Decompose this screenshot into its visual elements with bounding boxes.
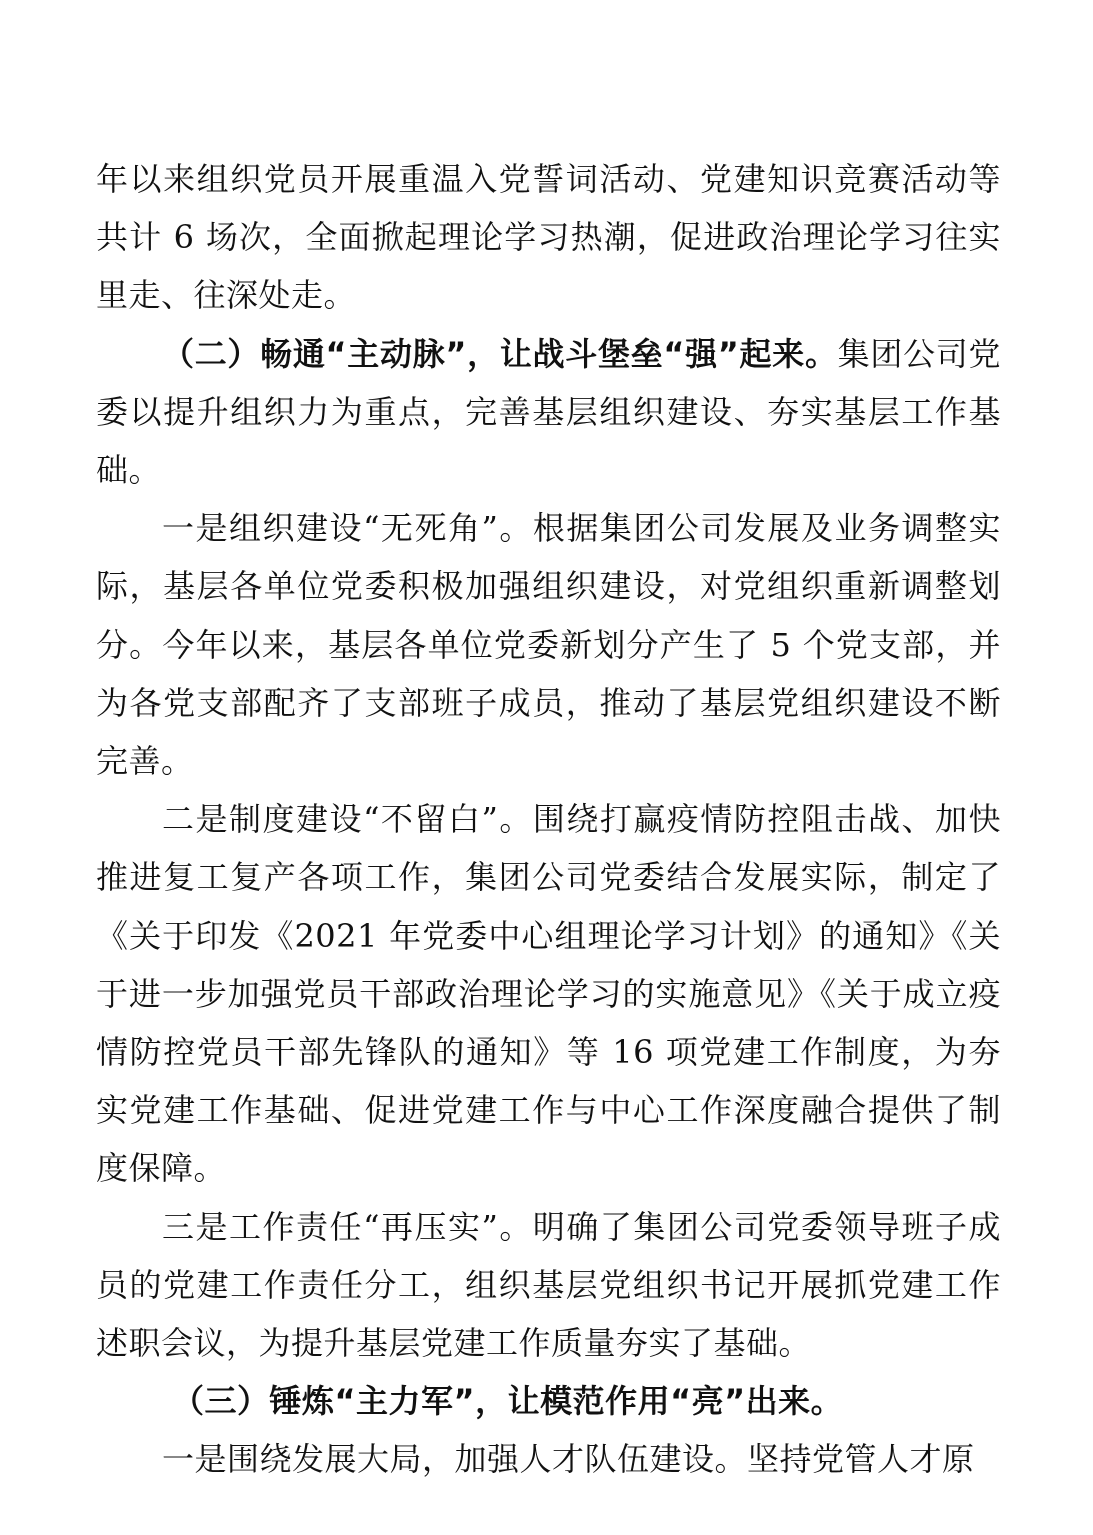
paragraph-work-responsibility [96, 1198, 1001, 1373]
paragraph-talent-building [96, 1430, 1001, 1488]
document-body [96, 150, 1001, 1489]
section-two-body: 集团公司党委以提升组织力为重点，完善基层组织建设、夯实基层工作基础。 [96, 334, 1001, 490]
paragraph-text: 一是组织建设“无死角”。根据集团公司发展及业务调整实际，基层各单位党委积极加强组织建设，对党组织重新调整划分。今年以来，基层各单位党委新划分产生了 5 个党支部，并为各党支部配齐了支部班子成员，推动了基层党组织建设不断完善。 [96, 509, 1001, 781]
paragraph-text: 三是工作责任“再压实”。明确了集团公司党委领导班子成员的党建工作责任分工，组织基层党组织书记开展抓党建工作述职会议，为提升基层党建工作质量夯实了基础。 [96, 1207, 1001, 1363]
section-three-paragraph [96, 1372, 1001, 1430]
paragraph-text: 年以来组织党员开展重温入党誓词活动、党建知识竞赛活动等共计 6 场次，全面掀起理论学习热潮，促进政治理论学习往实里走、往深处走。 [96, 160, 1001, 315]
section-two-paragraph [96, 325, 1001, 500]
section-two-heading: （二）畅通“主动脉”，让战斗堡垒“强”起来。 [162, 334, 838, 373]
paragraph-continued [96, 150, 1001, 325]
paragraph-text: 二是制度建设“不留白”。围绕打赢疫情防控阻击战、加快推进复工复产各项工作，集团公司党委结合发展实际，制定了《关于印发《2021 年党委中心组理论学习计划》的通知》《关于进一步加强党员干部政治理论学习的实施意见》《关于成立疫情防控党员干部先锋队的通知》等 16 项党建工作制度，为夯实党建工作基础、促进党建工作与中心工作深度融合提供了制度保障。 [96, 800, 1001, 1188]
paragraph-organization-building [96, 499, 1001, 790]
paragraph-system-building [96, 790, 1001, 1197]
section-three-heading: （三）锤炼“主力军”，让模范作用“亮”出来。 [172, 1382, 844, 1421]
paragraph-text: 一是围绕发展大局，加强人才队伍建设。坚持党管人才原 [162, 1440, 975, 1479]
